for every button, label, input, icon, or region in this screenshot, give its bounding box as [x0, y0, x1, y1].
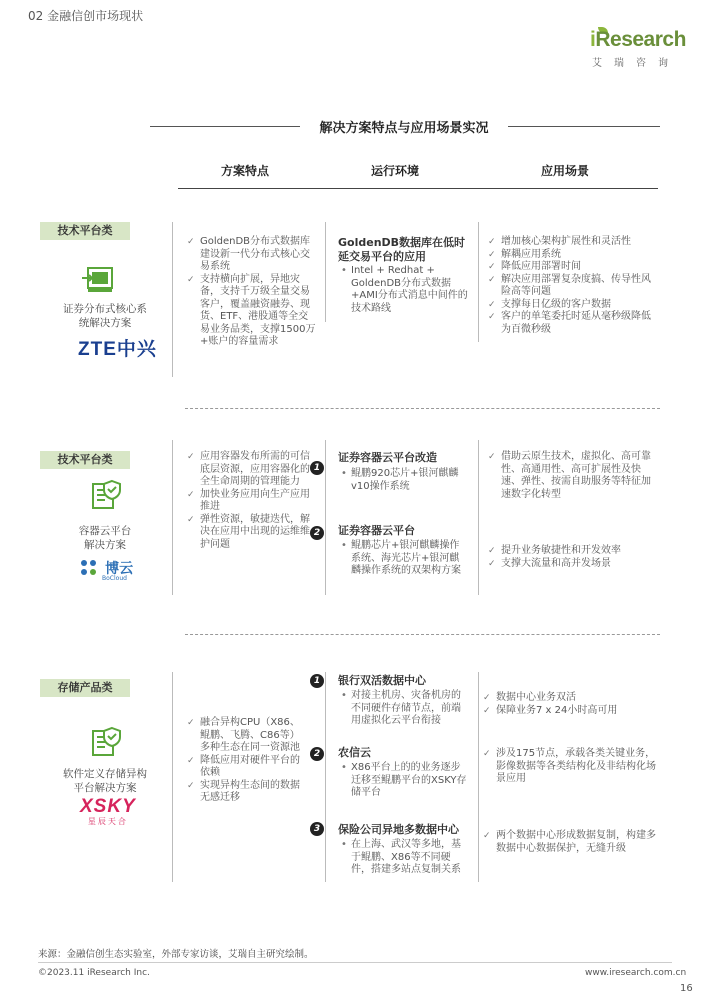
features-list: [187, 717, 307, 805]
list-item: ✓ 涉及175节点，承载各类关键业务，影像数据等各类结构化及非结构化场景应用: [483, 748, 658, 786]
env-list: [338, 839, 468, 877]
list-item: ✓ 降低应用对硬件平台的依赖: [187, 755, 307, 780]
distributed-system-icon: [82, 265, 114, 297]
env-list: [338, 540, 468, 578]
env-title: 银行双活数据中心: [338, 674, 426, 687]
footer-rule: [38, 962, 672, 963]
list-item: ✓ 降低应用部署时间: [488, 261, 658, 274]
product-name: 证券分布式核心系 统解决方案: [63, 303, 147, 329]
source-note: 来源：金融信创生态实验室，外部专家访谈，艾瑞自主研究绘制。: [38, 949, 314, 960]
step-number-badge: 1: [310, 674, 324, 688]
title-rule-left: [150, 126, 300, 127]
row-separator: [185, 634, 660, 635]
step-number-badge: 2: [310, 747, 324, 761]
list-item: ✓ 提升业务敏捷性和开发效率: [488, 545, 658, 558]
col-header-scenes: 应用场景: [540, 164, 589, 178]
list-item: • 鲲鹏920芯片+银河麒麟v10操作系统: [338, 468, 468, 493]
column-divider-line: [478, 672, 479, 882]
row-divider-line: [172, 440, 173, 595]
list-item: • X86平台上的的业务逐步迁移至鲲鹏平台的XSKY存储平台: [338, 762, 468, 800]
env-title: 农信云: [338, 746, 371, 759]
section-header: 02 金融信创市场现状: [28, 9, 144, 23]
row-divider-line: [172, 672, 173, 882]
env-title: 保险公司异地多数据中心: [338, 823, 459, 836]
env-title: 证券容器云平台改造: [338, 451, 437, 464]
env-title: 证券容器云平台: [338, 524, 415, 537]
row-separator: [185, 408, 660, 409]
list-item: ✓ 客户的单笔委托时延从毫秒级降低为百微秒级: [488, 311, 658, 336]
env-list: [338, 468, 468, 493]
col-header-features: 方案特点: [220, 164, 269, 178]
scenes-list: [483, 692, 658, 717]
list-item: ✓ 解决应用部署复杂度搞、传导性风险高等问题: [488, 274, 658, 299]
env-list: [338, 762, 468, 800]
env-list: [338, 690, 468, 728]
bocloud-brand-logo: 博云 BoCloud: [78, 557, 133, 582]
category-badge: 技术平台类: [40, 451, 130, 469]
scenes-list: [483, 830, 658, 855]
step-number-badge: 2: [310, 526, 324, 540]
iresearch-logo: iResearch 艾瑞咨询: [590, 28, 686, 69]
list-item: ✓ 数据中心业务双活: [483, 692, 658, 705]
scenes-list: [483, 748, 658, 786]
scenes-list: [488, 236, 658, 336]
step-number-badge: 3: [310, 822, 324, 836]
column-divider-line: [325, 222, 326, 322]
list-item: ✓ 实现异构生态间的数据无感迁移: [187, 780, 307, 805]
list-item: • Intel + Redhat + GoldenDB分布式数据+AMI分布式消息中间件的技术路线: [338, 265, 468, 315]
list-item: ✓ 支撑大流量和高并发场景: [488, 558, 658, 571]
step-number-badge: 1: [310, 461, 324, 475]
list-item: ✓ 支撑每日亿级的客户数据: [488, 299, 658, 312]
container-cloud-icon: [90, 478, 124, 516]
zte-brand-logo: ZTE中兴: [78, 339, 157, 360]
features-list: [187, 451, 317, 551]
list-item: ✓ GoldenDB分布式数据库建设新一代分布式核心交易系统: [187, 236, 317, 274]
column-divider-line: [325, 440, 326, 595]
list-item: ✓ 两个数据中心形成数据复制，构建多数据中心数据保护，无缝升级: [483, 830, 658, 855]
list-item: ✓ 加快业务应用向生产应用推进: [187, 489, 317, 514]
column-divider-line: [478, 440, 479, 595]
features-list: [187, 236, 317, 349]
product-name: 软件定义存储异构 平台解决方案: [63, 768, 147, 794]
list-item: • 在上海、武汉等多地，基于鲲鹏、X86等不同硬件，搭建多站点复制关系: [338, 839, 468, 877]
page-title: 解决方案特点与应用场景实况: [319, 121, 489, 136]
list-item: ✓ 解耦应用系统: [488, 249, 658, 262]
scenes-list: [488, 451, 658, 501]
col-header-env: 运行环境: [370, 164, 419, 178]
list-item: • 鲲鹏芯片+银河麒麟操作系统、海光芯片+银河麒麟操作系统的双架构方案: [338, 540, 468, 578]
list-item: ✓ 保障业务7 x 24小时高可用: [483, 705, 658, 718]
category-badge: 存储产品类: [40, 679, 130, 697]
list-item: • 对接主机房、灾备机房的不同硬件存储节点，前端用虚拟化云平台衔接: [338, 690, 468, 728]
header-rule: [178, 188, 658, 189]
list-item: ✓ 弹性资源，敏捷迭代，解决在应用中出现的运维维护问题: [187, 514, 317, 552]
list-item: ✓ 借助云原生技术，虚拟化、高可靠性、高通用性、高可扩展性及快速、弹性、按需自助服务等特征加速数字化转型: [488, 451, 658, 501]
list-item: ✓ 融合异构CPU（X86、鲲鹏、飞腾、C86等）多种生态在同一资源池: [187, 717, 307, 755]
bocloud-logo-icon: [78, 557, 100, 579]
xsky-brand-logo: XSKY 星辰天合: [80, 796, 136, 826]
column-divider-line: [325, 672, 326, 882]
list-item: ✓ 增加核心架构扩展性和灵活性: [488, 236, 658, 249]
page-number: 16: [680, 983, 693, 994]
product-name: 容器云平台 解决方案: [78, 525, 132, 551]
column-divider-line: [478, 222, 479, 342]
title-rule-right: [508, 126, 660, 127]
list-item: ✓ 应用容器发布所需的可信底层资源，应用容器化的全生命周期的管理能力: [187, 451, 317, 489]
row-divider-line: [172, 222, 173, 377]
list-item: ✓ 支持横向扩展，异地灾备，支持千万级全量交易客户，覆盖融资融券、现货、ETF、港股通等全交易业务品类，支撑1500万+账户的容量需求: [187, 274, 317, 349]
website-link[interactable]: www.iresearch.com.cn: [585, 968, 687, 978]
storage-platform-icon: [90, 725, 124, 763]
scenes-list: [488, 545, 658, 570]
env-title: GoldenDB数据库在低时延交易平台的应用: [338, 236, 466, 263]
copyright: ©2023.11 iResearch Inc.: [38, 968, 150, 978]
env-list: [338, 265, 468, 315]
category-badge: 技术平台类: [40, 222, 130, 240]
